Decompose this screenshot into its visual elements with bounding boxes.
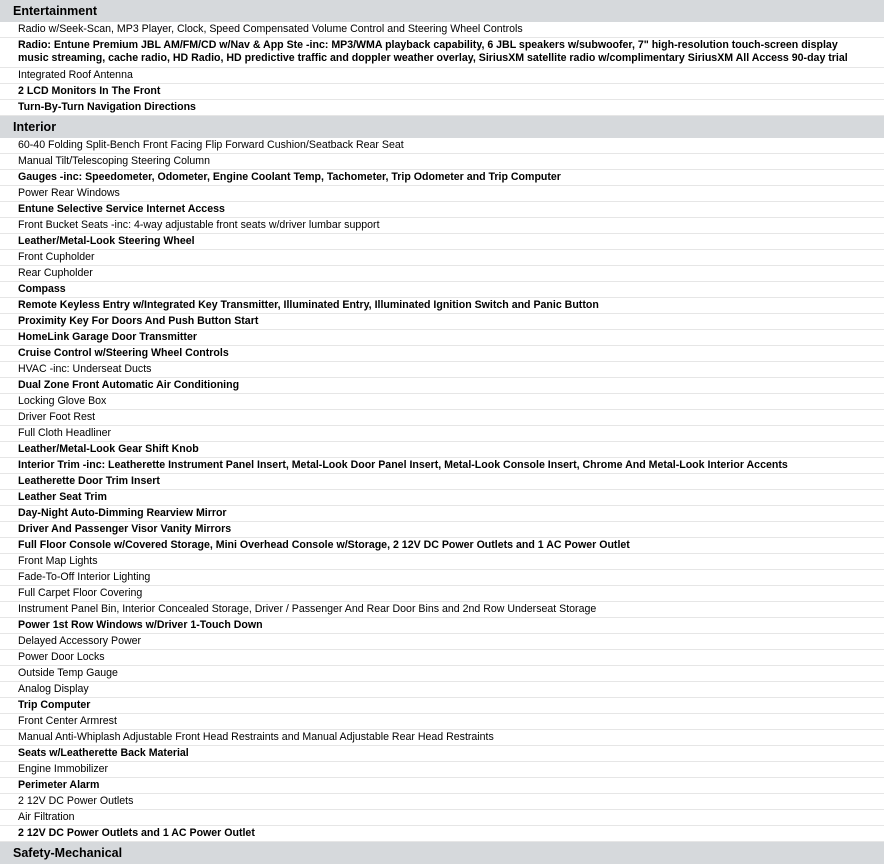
feature-item: Engine Immobilizer: [0, 762, 884, 778]
feature-item: Outside Temp Gauge: [0, 666, 884, 682]
feature-item: Power Rear Windows: [0, 186, 884, 202]
feature-item: Trip Computer: [0, 698, 884, 714]
feature-item: HomeLink Garage Door Transmitter: [0, 330, 884, 346]
feature-item: Fade-To-Off Interior Lighting: [0, 570, 884, 586]
feature-item: Remote Keyless Entry w/Integrated Key Transmitter, Illuminated Entry, Illuminated Ignition Switch and Panic Button: [0, 298, 884, 314]
section-entertainment-items: [0, 22, 884, 116]
feature-item: Full Cloth Headliner: [0, 426, 884, 442]
feature-item: HVAC -inc: Underseat Ducts: [0, 362, 884, 378]
feature-item: Manual Tilt/Telescoping Steering Column: [0, 154, 884, 170]
feature-item: Gauges -inc: Speedometer, Odometer, Engine Coolant Temp, Tachometer, Trip Odometer and Trip Computer: [0, 170, 884, 186]
feature-item: 2 12V DC Power Outlets: [0, 794, 884, 810]
feature-item: Analog Display: [0, 682, 884, 698]
feature-item: Power 1st Row Windows w/Driver 1-Touch Down: [0, 618, 884, 634]
feature-item: Proximity Key For Doors And Push Button Start: [0, 314, 884, 330]
feature-item: Leather/Metal-Look Gear Shift Knob: [0, 442, 884, 458]
feature-item: 2 LCD Monitors In The Front: [0, 84, 884, 100]
feature-item: 2 12V DC Power Outlets and 1 AC Power Outlet: [0, 826, 884, 842]
section-header-entertainment: Entertainment: [0, 0, 884, 22]
feature-item: Radio w/Seek-Scan, MP3 Player, Clock, Speed Compensated Volume Control and Steering Wheel Controls: [0, 22, 884, 38]
feature-item-line: Radio: Entune Premium JBL AM/FM/CD w/Nav & App Ste -inc: MP3/WMA playback capability, 6 JBL speakers w/subwoofer, 7" high-resolution touch-screen display: [18, 39, 838, 51]
section-header-interior: Interior: [0, 116, 884, 138]
feature-item: Cruise Control w/Steering Wheel Controls: [0, 346, 884, 362]
feature-item: Interior Trim -inc: Leatherette Instrument Panel Insert, Metal-Look Door Panel Insert, Metal-Look Console Insert, Chrome And Metal-Look Interior Accents: [0, 458, 884, 474]
feature-item: Air Filtration: [0, 810, 884, 826]
feature-item: Front Cupholder: [0, 250, 884, 266]
feature-item: Day-Night Auto-Dimming Rearview Mirror: [0, 506, 884, 522]
feature-item: [0, 38, 884, 68]
feature-item: Front Bucket Seats -inc: 4-way adjustable front seats w/driver lumbar support: [0, 218, 884, 234]
section-interior-items: [0, 138, 884, 842]
feature-item: Compass: [0, 282, 884, 298]
feature-item: Perimeter Alarm: [0, 778, 884, 794]
feature-item: 60-40 Folding Split-Bench Front Facing Flip Forward Cushion/Seatback Rear Seat: [0, 138, 884, 154]
feature-item: Leather Seat Trim: [0, 490, 884, 506]
feature-item: Manual Anti-Whiplash Adjustable Front Head Restraints and Manual Adjustable Rear Head Restraints: [0, 730, 884, 746]
feature-item: Locking Glove Box: [0, 394, 884, 410]
feature-item: Rear Cupholder: [0, 266, 884, 282]
feature-item: Delayed Accessory Power: [0, 634, 884, 650]
feature-item: Driver And Passenger Visor Vanity Mirrors: [0, 522, 884, 538]
feature-item: Leatherette Door Trim Insert: [0, 474, 884, 490]
feature-item: Driver Foot Rest: [0, 410, 884, 426]
feature-item: Front Center Armrest: [0, 714, 884, 730]
feature-item: Front Map Lights: [0, 554, 884, 570]
feature-item: Turn-By-Turn Navigation Directions: [0, 100, 884, 116]
feature-item: Dual Zone Front Automatic Air Conditioning: [0, 378, 884, 394]
feature-item: Power Door Locks: [0, 650, 884, 666]
feature-item: Instrument Panel Bin, Interior Concealed Storage, Driver / Passenger And Rear Door Bins and 2nd Row Underseat Storage: [0, 602, 884, 618]
feature-item: Leather/Metal-Look Steering Wheel: [0, 234, 884, 250]
feature-item: Full Carpet Floor Covering: [0, 586, 884, 602]
feature-item: Entune Selective Service Internet Access: [0, 202, 884, 218]
feature-item: Integrated Roof Antenna: [0, 68, 884, 84]
feature-item: Seats w/Leatherette Back Material: [0, 746, 884, 762]
section-header-safety-mechanical: Safety-Mechanical: [0, 842, 884, 864]
feature-item-line: music streaming, cache radio, HD Radio, HD predictive traffic and doppler weather overlay, SiriusXM satellite radio w/complimentary SiriusXM All Access 90-day trial: [18, 52, 848, 64]
feature-item: Full Floor Console w/Covered Storage, Mini Overhead Console w/Storage, 2 12V DC Power Outlets and 1 AC Power Outlet: [0, 538, 884, 554]
